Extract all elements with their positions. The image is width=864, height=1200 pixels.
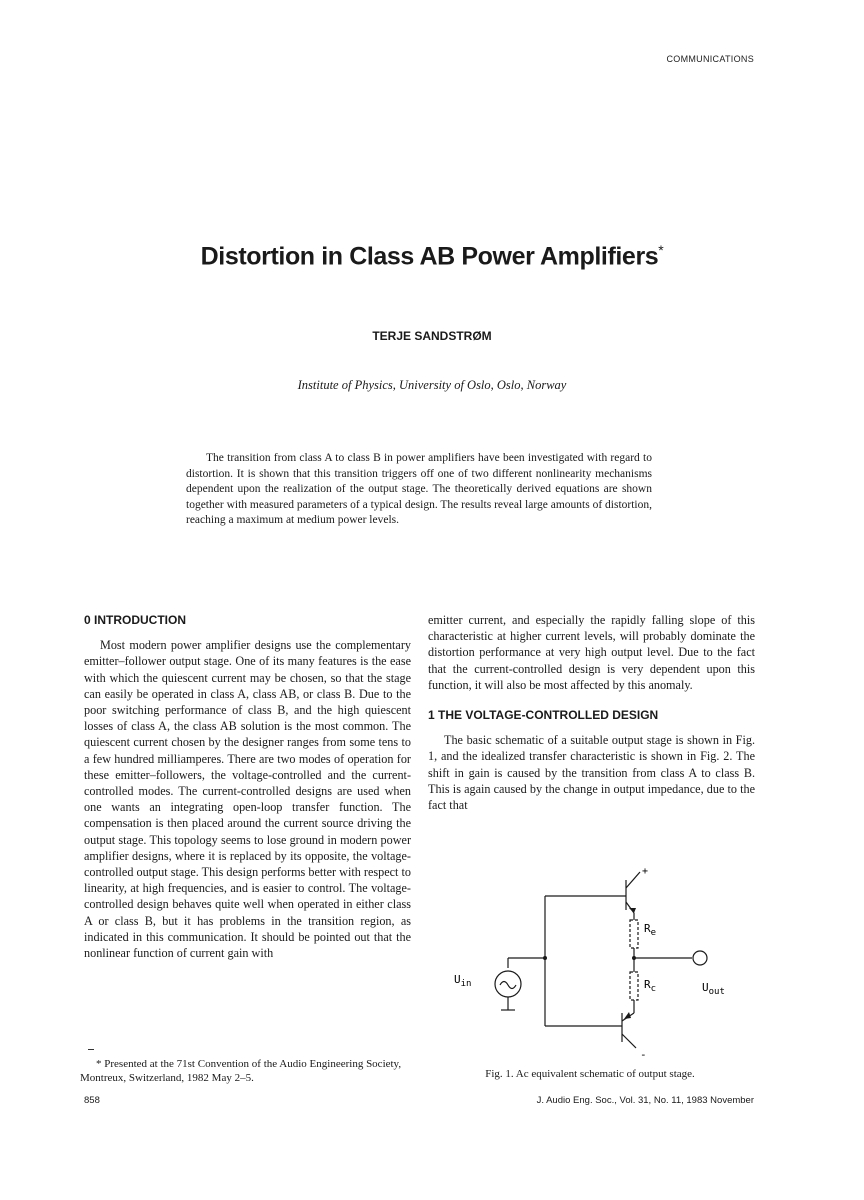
resistor-re <box>630 920 638 948</box>
supply-plus-label: + <box>642 866 649 877</box>
junction-dot-left <box>543 956 547 960</box>
page-number: 858 <box>84 1095 100 1106</box>
journal-citation: J. Audio Eng. Soc., Vol. 31, No. 11, 1983 November <box>536 1095 754 1106</box>
section-heading-voltage-controlled: 1 THE VOLTAGE-CONTROLLED DESIGN <box>428 708 659 723</box>
figure-caption: Fig. 1. Ac equivalent schematic of output stage. <box>485 1068 695 1080</box>
junction-dot-output <box>632 956 636 960</box>
re-label: $R_e$ <box>644 922 657 938</box>
supply-minus-label: - <box>640 1048 647 1061</box>
paragraph-voltage-controlled: The basic schematic of a suitable output stage is shown in Fig. 1, and the idealized transfer characteristic is shown in Fig. 2. The shift in gain is caused by the transition from class A to class B. This is again caused by the change in output impedance, due to the fact that <box>428 733 755 813</box>
title-footnote-mark: * <box>658 242 664 258</box>
paragraph-introduction-continued: emitter current, and especially the rapidly falling slope of this characteristic at higher current levels, will probably dominate the distortion performance at very high output level. Due to the fact that the current-controlled design is very dependent upon this function, it will also be most affected by this anomaly. <box>428 613 755 692</box>
lower-transistor-collector <box>622 1034 636 1048</box>
footnote-separator <box>88 1049 94 1050</box>
abstract: The transition from class A to class B in power amplifiers have been investigated with regard to distortion. It is shown that this transition triggers off one of two different nonlinearity mechanisms dependent upon the realization of the output stage. The theoretically derived equations are shown together with measured parameters of a typical design. The results reveal large amounts of distortion, reaching a maximum at medium power levels. <box>186 452 652 526</box>
figure-schematic <box>430 858 760 1068</box>
rc-label: $R_c$ <box>644 978 657 994</box>
uout-label: $U_{out}$ <box>702 981 725 997</box>
section-heading-introduction: 0 INTRODUCTION <box>84 613 186 627</box>
paragraph-introduction: Most modern power amplifier designs use the complementary emitter–follower output stage. One of its many features is the ease with which the quiescent current may be chosen, so that the stage can easily be operated in class A, class AB, or class B. Due to the poor switching performance of class B, and the high quiescent losses of class A, the class AB solution is the most common. The quiescent current chosen by the designer ranges from some tens to a few hundred milliamperes. There are two modes of operation for these emitter–followers, the voltage-controlled and the current-controlled modes. The current-controlled designs are used when one wants an integrating open-loop transfer function. The compensation is then placed around the current source driving the output stage. This topology seems to lose ground in modern power amplifier designs, where it is replaced by its opposite, the voltage-controlled output stage. This design performs better with respect to linearity, at high frequencies, and is easier to control. The voltage-controlled design behaves quite well when operated in either class A or class B, but it has problems in the transition region, as indicated in this communication. It should be pointed out that the nonlinear function of current gain with <box>84 638 411 961</box>
running-header: COMMUNICATIONS <box>666 54 754 64</box>
lower-emitter-arrow <box>624 1012 631 1019</box>
upper-transistor-collector <box>626 872 640 888</box>
title-text: Distortion in Class AB Power Amplifiers <box>200 242 659 271</box>
author-affiliation: Institute of Physics, University of Oslo, Oslo, Norway <box>297 378 567 392</box>
footnote: * Presented at the 71st Convention of the Audio Engineering Society, Montreux, Switzerland, 1982 May 2–5. <box>80 1058 402 1084</box>
upper-emitter-arrow <box>629 908 636 913</box>
right-column <box>428 612 755 813</box>
left-column <box>84 612 411 961</box>
resistor-rc <box>630 972 638 1000</box>
uin-label: $U_{in}$ <box>454 973 472 989</box>
author-name: TERJE SANDSTRØM <box>372 329 492 343</box>
article-title <box>0 242 864 271</box>
output-terminal <box>693 951 707 965</box>
sine-wave-icon <box>500 982 516 989</box>
